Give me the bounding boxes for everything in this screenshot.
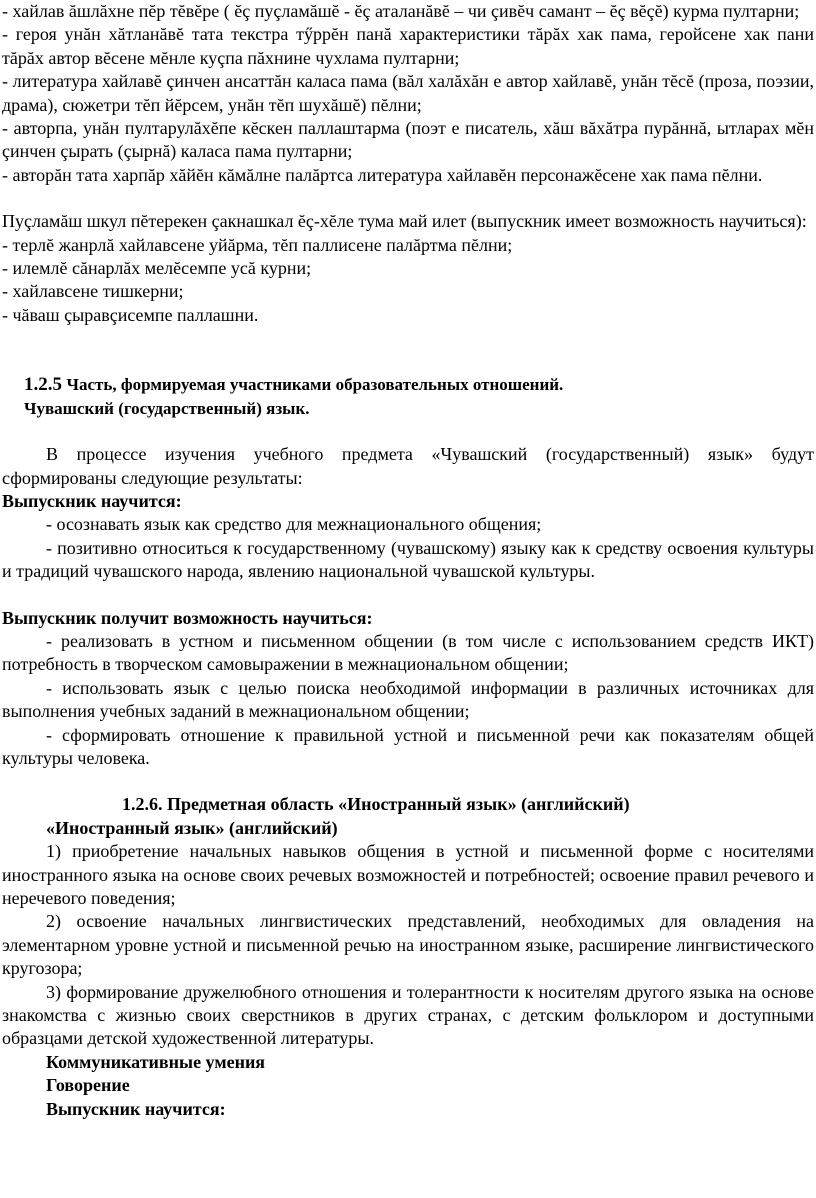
list-item: - терлĕ жанрлă хайлавсене уйăрма, тĕп паллисене палăртма пĕлни; xyxy=(2,234,513,255)
blank-line xyxy=(2,420,814,443)
section-subtitle: Чувашский (государственный) язык. xyxy=(24,398,310,418)
section-heading-1-2-6: 1.2.6. Предметная область «Иностранный язык» (английский) xyxy=(122,794,630,815)
list-item: - авторпа, унăн пултарулăхĕпе кĕскен паллаштарма (поэт е писатель, хăш вăхăтра пурăннă, ытларах мĕн çинчен çырать (çырнă) калаcа пама пултарни; xyxy=(2,118,814,162)
list-item: - использовать язык с целью поиска необходимой информации в различных источниках для выполнения учебных заданий в межнациональном общении; xyxy=(2,677,814,722)
learn-heading: Выпускник научится: xyxy=(2,490,182,511)
list-item: - позитивно относиться к государственному (чувашскому) языку как к средству освоения культуры и традиций чувашского народа, явлению национальной чувашской культуры. xyxy=(2,537,814,582)
list-item: - литература хайлавĕ çинчен ансаттăн калаcа пама (вăл халăхăн е автор хайлавĕ, унăн тĕсĕ (проза, поэзии, драма), сюжетри тĕп йĕрсем, унăн тĕп шухăшĕ) пĕлни; xyxy=(2,71,814,115)
subheading-speaking: Говорение xyxy=(46,1075,130,1096)
section-number: 1.2.5 xyxy=(24,374,62,396)
list-item: - реализовать в устном и письменном общении (в том числе с использованием средств ИКТ) потребность в творческом самовыражении в межнациональном общении; xyxy=(2,630,814,675)
opportunity-heading: Выпускник получит возможность научиться: xyxy=(2,607,373,628)
section-title: Часть, формируемая участниками образовательных отношений. xyxy=(66,375,564,395)
paragraph-intro: Пуçламăш шкул пĕтерекен çакнашкал ĕç-хĕле тума май илет (выпускник имеет возможность научиться): xyxy=(2,211,807,232)
blank-line xyxy=(2,584,814,607)
blank-line xyxy=(2,187,814,210)
list-item: - илемлĕ сăнарлăх мелĕсемпе усă курни; xyxy=(2,258,312,279)
list-item: - хайлав ăшлăхне пĕр тĕвĕре ( ĕç пуçламăшĕ - ĕç аталанăвĕ – чи çивĕч самант – ĕç вĕçĕ) курма пултарни; xyxy=(2,1,800,21)
list-item: - чăваш çыравçисемпе паллашни. xyxy=(2,304,259,325)
list-item: - сформировать отношение к правильной устной и письменной речи как показателям общей культуры человека. xyxy=(2,724,814,768)
list-item: 1) приобретение начальных навыков общения в устной и письменной форме с носителями иностранного языка на основе своих речевых возможностей и потребностей; освоение правил речевого и неречевого поведения; xyxy=(2,841,814,908)
section-heading-1-2-5 xyxy=(2,373,814,396)
blank-line xyxy=(2,770,814,793)
document-page xyxy=(2,0,814,1121)
list-item: - хайлавсене тишкерни; xyxy=(2,281,184,302)
subheading-communicative-skills: Коммуникативные умения xyxy=(46,1051,266,1072)
subheading-learn: Выпускник научится: xyxy=(46,1098,226,1119)
list-item: 2) освоение начальных лингвистических представлений, необходимых для овладения на элементарном уровне устной и письменной речью на иностранном языке, расширение лингвистического кругозора; xyxy=(2,911,814,979)
blank-line xyxy=(2,350,814,373)
list-item: - осознавать язык как средство для межнационального общения; xyxy=(46,514,542,535)
list-item: - авторăн тата харпăр хăйĕн кăмăлне палăртса литература хайлавĕн персонажĕсене хак пама пĕлни. xyxy=(2,164,763,185)
section-subtitle: «Иностранный язык» (английский) xyxy=(46,817,338,838)
blank-line xyxy=(2,327,814,350)
list-item: - героя унăн хăтланăвĕ тата текстра тӳррĕн панă характеристики тăрăх хак пама, геройсене хак пани тăрăх автор вĕсене мĕнле куçпа пăхнине чухлама пултарни; xyxy=(2,24,814,68)
paragraph-intro: В процессе изучения учебного предмета «Чувашский (государственный) язык» будут сформированы следующие результаты: xyxy=(2,444,814,488)
list-item: 3) формирование дружелюбного отношения и толерантности к носителям другого языка на основе знакомства с жизнью своих сверстников в других странах, с детским фольклором и доступными образцами детской художественной литературы. xyxy=(2,981,814,1049)
